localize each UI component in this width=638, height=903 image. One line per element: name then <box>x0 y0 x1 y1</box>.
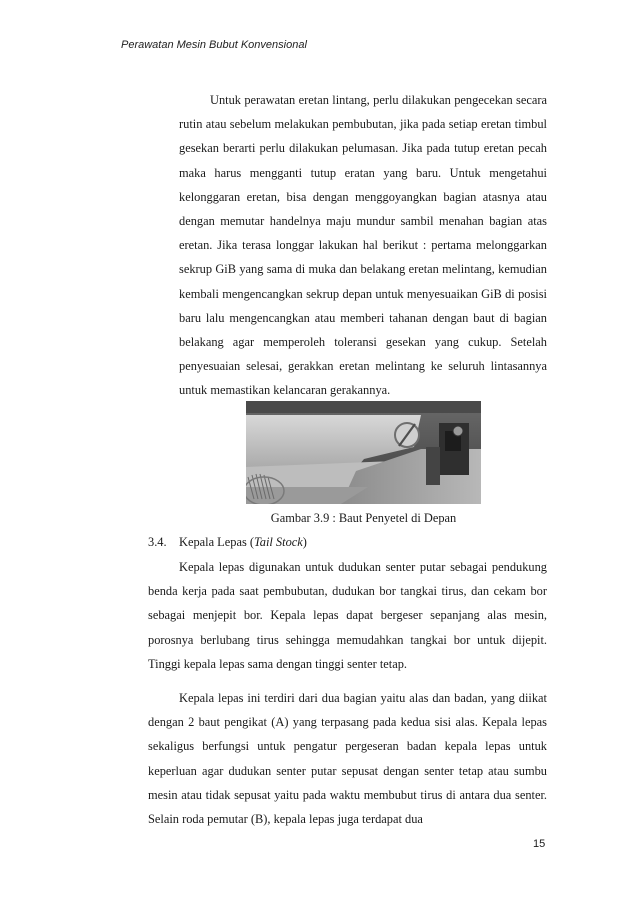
section-title-close: ) <box>302 535 307 549</box>
figure-caption: Gambar 3.9 : Baut Penyetel di Depan <box>270 511 457 525</box>
section-title: Kepala Lepas ( <box>179 535 254 549</box>
section-title-italic: Tail Stock <box>254 535 303 549</box>
photo-lathe-cross-slide <box>246 401 481 504</box>
paragraph-cross-slide-maintenance: Untuk perawatan eretan lintang, perlu dilakukan pengecekan secara rutin atau sebelum melakukan pembubutan, jika pada setiap eretan timbul gesekan berarti perlu dilakukan pelumasan. Jika pada tutup eretan pecah maka harus mengganti tutup eratan yang baru. Untuk mengetahui kelonggaran eretan, bisa dengan menggoyangkan bagian atasnya atau dengan memutar handelnya maju mundur sambil menahan bagian atas eretan. Jika terasa longgar lakukan hal berikut : pertama melonggarkan sekrup GiB yang sama di muka dan belakang eretan melintang, kemudian kembali mengencangkan sekrup depan untuk menyesuaikan GiB di posisi baru lalu mengencangkan atau memberi tahanan dengan baut di bagian belakang agar memperoleh toleransi gesekan yang cukup. Setelah penyesuaian selesai, gerakkan eretan melintang ke seluruh lintasannya untuk memastikan kelancaran gerakannya. <box>179 93 547 398</box>
section-number: 3.4. <box>148 535 167 549</box>
section-heading <box>148 530 307 554</box>
running-header: Perawatan Mesin Bubut Konvensional <box>121 39 307 51</box>
page-number: 15 <box>533 838 546 850</box>
paragraph-tail-stock-function: Kepala lepas digunakan untuk dudukan senter putar sebagai pendukung benda kerja pada saat pembubutan, dudukan bor tangkai tirus, dan cekam bor sebagai menjepit bor. Kepala lepas dapat bergeser sepanjang alas mesin, porosnya berlubang tirus sehingga memudahkan tangkai bor untuk dijepit. Tinggi kepala lepas sama dengan tinggi senter tetap. <box>148 560 547 671</box>
paragraph-tail-stock-parts: Kepala lepas ini terdiri dari dua bagian yaitu alas dan badan, yang diikat dengan 2 baut pengikat (A) yang terpasang pada kedua sisi alas. Kepala lepas sekaligus berfungsi untuk pengatur pergeseran badan kepala lepas untuk keperluan agar dudukan senter putar sepusat dengan senter tetap atau sumbu mesin atau tidak sepusat yaitu pada waktu membubut tirus di antara dua senter. Selain roda pemutar (B), kepala lepas juga terdapat dua <box>148 691 547 827</box>
figure-front-adjusting-bolt <box>246 401 481 504</box>
